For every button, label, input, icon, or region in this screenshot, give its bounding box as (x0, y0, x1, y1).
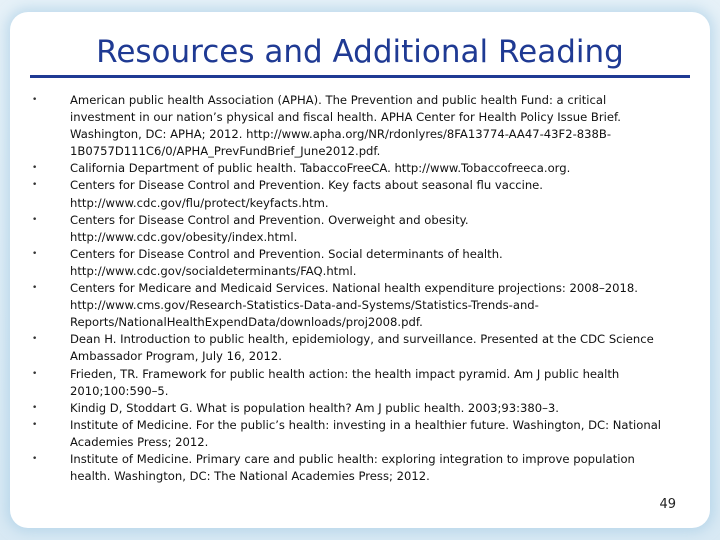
reference-item (32, 92, 672, 160)
reference-item (32, 246, 672, 280)
reference-text: Centers for Disease Control and Prevention. Social determinants of health. http://www.cdc.gov/socialdeterminants/FAQ.html. (70, 246, 503, 278)
bullet-icon: • (32, 283, 38, 294)
bullet-icon: • (32, 453, 38, 464)
reference-item (32, 451, 672, 485)
reference-list (32, 92, 672, 485)
bullet-icon: • (32, 180, 38, 191)
reference-text: Institute of Medicine. Primary care and public health: exploring integration to improve population health. Washington, DC: The National Academies Press; 2012. (70, 451, 635, 484)
bullet-icon: • (32, 214, 38, 225)
slide-title: Resources and Additional Reading (96, 34, 624, 70)
reference-item (32, 417, 672, 451)
bullet-icon: • (32, 419, 38, 430)
reference-text: American public health Association (APHA). The Prevention and public health Fund: a critical investment in our nation’s physical and fiscal health. APHA Center for Health Policy Issue Brief. Washington, DC: APHA; 2012. http://www.apha.org/NR/rdonlyres/8FA13774-AA47-43F2-838B-1B0757D111C6/0/APHA_PrevFundBrief_June2012.pdf. (70, 93, 621, 159)
reference-text: Centers for Disease Control and Prevention. Overweight and obesity. http://www.cdc.gov/obesity/index.html. (70, 212, 469, 244)
bullet-icon: • (32, 95, 38, 105)
reference-item (32, 177, 672, 211)
reference-item (32, 400, 672, 417)
reference-text: Centers for Medicare and Medicaid Services. National health expenditure projections: 2008–2018. http://www.cms.gov/Research-Statistics-Data-and-Systems/Statistics-Trends-and-Reports/NationalHealthExpendData/downloads/proj2008.pdf. (70, 281, 638, 330)
reference-item (32, 160, 672, 177)
reference-text: Institute of Medicine. For the public’s health: investing in a healthier future. Washington, DC: National Academies Press; 2012. (70, 417, 662, 449)
reference-text: Frieden, TR. Framework for public health action: the health impact pyramid. Am J public health 2010;100:590–5. (70, 366, 620, 398)
reference-item (32, 212, 672, 246)
reference-item (32, 331, 672, 365)
reference-text: California Department of public health. TabaccoFreeCA. http://www.Tobaccofreeca.org. (70, 161, 571, 176)
reference-text: Kindig D, Stoddart G. What is population health? Am J public health. 2003;93:380–3. (70, 400, 559, 415)
bullet-icon: • (32, 402, 38, 413)
bullet-icon: • (32, 334, 38, 345)
reference-item (32, 280, 672, 331)
bullet-icon: • (32, 368, 38, 379)
reference-text: Dean H. Introduction to public health, epidemiology, and surveillance. Presented at the CDC Science Ambassador Program, July 16, 2012. (70, 332, 654, 364)
bullet-icon: • (32, 248, 38, 259)
reference-item (32, 366, 672, 400)
reference-text: Centers for Disease Control and Prevention. Key facts about seasonal flu vaccine. http://www.cdc.gov/flu/protect/keyfacts.htm. (70, 178, 543, 210)
bullet-icon: • (32, 163, 38, 174)
page-number: 49 (659, 497, 676, 512)
title-underline (30, 75, 690, 78)
